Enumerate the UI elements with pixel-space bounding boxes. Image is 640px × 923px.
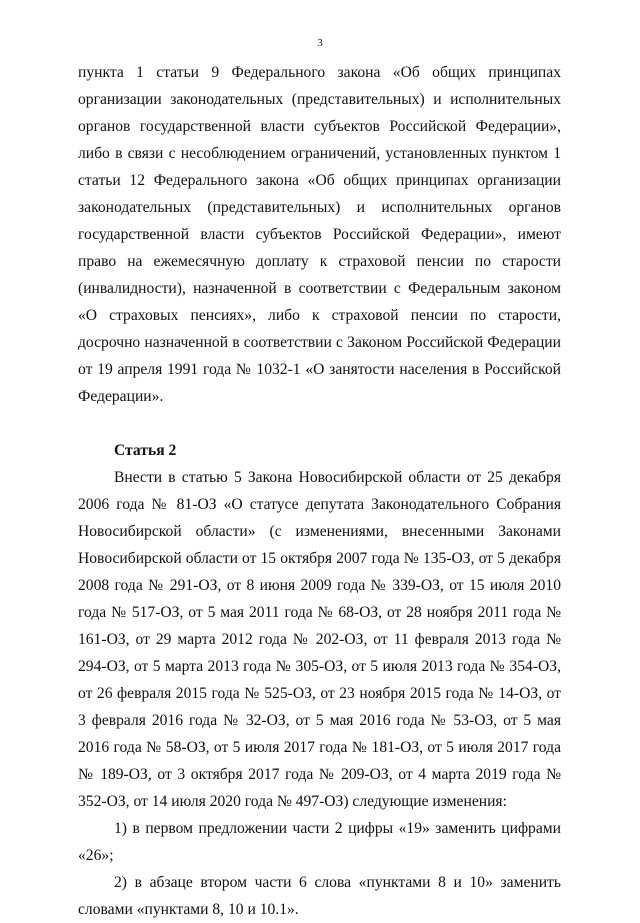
blank-line bbox=[78, 410, 561, 437]
article-paragraph-amendments-intro: Внести в статью 5 Закона Новосибирской области от 25 декабря 2006 года № 81-ОЗ «О статусе депутата Законодательного Собрания Новосибирской области» (с изменениями, внесенными Законами Новосибирской области от 15 октября 2007 года № 135-ОЗ, от 5 декабря 2008 года № 291-ОЗ, от 8 июня 2009 года № 339-ОЗ, от 15 июля 2010 года № 517-ОЗ, от 5 мая 2011 года № 68-ОЗ, от 28 ноября 2011 года № 161-ОЗ, от 29 марта 2012 года № 202-ОЗ, от 11 февраля 2013 года № 294-ОЗ, от 5 марта 2013 года № 305-ОЗ, от 5 июля 2013 года № 354-ОЗ, от 26 февраля 2015 года № 525-ОЗ, от 23 ноября 2015 года № 14-ОЗ, от 3 февраля 2016 года № 32-ОЗ, от 5 мая 2016 года № 53-ОЗ, от 5 мая 2016 года № 58-ОЗ, от 5 июля 2017 года № 181-ОЗ, от 5 июля 2017 года № 189-ОЗ, от 3 октября 2017 года № 209-ОЗ, от 4 марта 2019 года № 352-ОЗ, от 14 июля 2020 года № 497-ОЗ) следующие изменения: bbox=[78, 469, 561, 810]
document-body bbox=[78, 59, 561, 923]
article-paragraph-item-2: 2) в абзаце втором части 6 слова «пунктами 8 и 10» заменить словами «пунктами 8, 10 и 10.1». bbox=[78, 874, 561, 918]
paragraph-continuation: пункта 1 статьи 9 Федерального закона «Об общих принципах организации законодательных (представительных) и исполнительных органов государственной власти субъектов Российской Федерации», либо в связи с несоблюдением ограничений, установленных пунктом 1 статьи 12 Федерального закона «Об общих принципах организации законодательных (представительных) и исполнительных органов государственной власти субъектов Российской Федерации», имеют право на ежемесячную доплату к страховой пенсии по старости (инвалидности), назначенной в соответствии с Федеральным законом «О страховых пенсиях», либо к страховой пенсии по старости, досрочно назначенной в соответствии с Законом Российской Федерации от 19 апреля 1991 года № 1032-1 «О занятости населения в Российской Федерации». bbox=[78, 64, 561, 405]
article-paragraph-item-1: 1) в первом предложении части 2 цифры «19» заменить цифрами «26»; bbox=[78, 820, 561, 864]
article-heading: Статья 2 bbox=[114, 442, 177, 459]
page-number: 3 bbox=[317, 37, 323, 49]
